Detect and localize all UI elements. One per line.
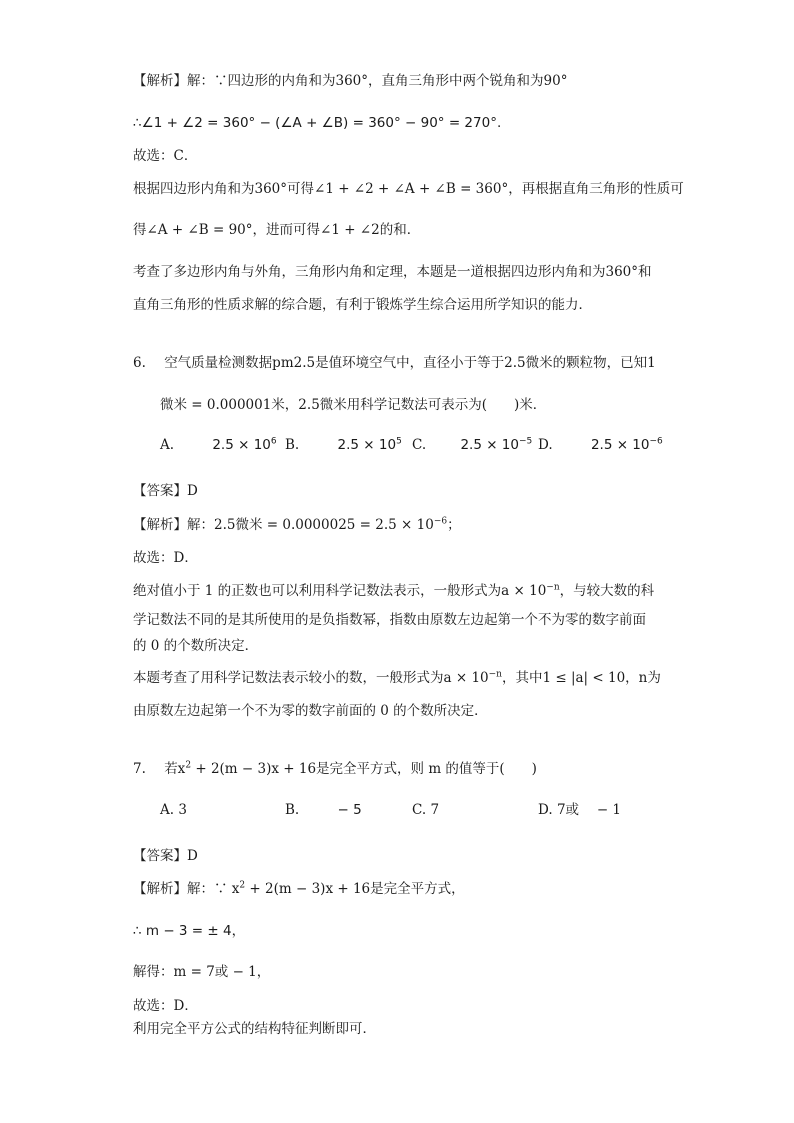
q6-option-a xyxy=(160,436,277,454)
explanation-line-1: 根据四边形内角和为360°可得∠1 + ∠2 + ∠A + ∠B = 360°，再根据直角三角形的性质可 xyxy=(133,181,684,197)
question-text: 空气质量检测数据pm2.5是值环境空气中，直径小于等于2.5微米的颗粒物，已知1 xyxy=(164,355,656,371)
q7-option-a: A. 3 xyxy=(160,802,187,818)
q7-option-c: C. 7 xyxy=(412,802,440,818)
q7-choose: 故选：D． xyxy=(133,998,198,1014)
summary-line-2: 直角三角形的性质求解的综合题，有利于锻炼学生综合运用所学知识的能力． xyxy=(133,297,592,313)
option-letter: A. xyxy=(160,437,175,453)
q6-explanation-1: 绝对值小于 1 的正数也可以利用科学记数法表示，一般形式为$a \times 10^{-n}$，与较大数的科 xyxy=(133,582,655,599)
option-letter: B. xyxy=(285,437,300,453)
explanation-line-2: 得∠A + ∠B = 90°，进而可得∠1 + ∠2的和． xyxy=(133,222,421,238)
q7-note: 利用完全平方公式的结构特征判断即可． xyxy=(133,1021,376,1037)
question-number: 6. xyxy=(133,355,146,371)
analysis-line-2: ∴∠1 + ∠2 = 360° − (∠A + ∠B) = 360° − 90° = 270°. xyxy=(133,115,502,131)
question-number: 7. xyxy=(133,761,146,777)
option-value: $2.5 \times 10^{-6}$ xyxy=(590,436,663,453)
q6-option-c xyxy=(412,436,532,454)
summary-line-1: 考查了多边形内角与外角，三角形内角和定理，本题是一道根据四边形内角和为360°和 xyxy=(133,264,652,280)
question-6-stem-2: 微米 = 0.000001米，2.5微米用科学记数法可表示为( )米． xyxy=(160,397,547,413)
q7-option-b: B. − 5 xyxy=(285,802,362,818)
question-text: 若$x^2 + 2(m - 3)x + 16$是完全平方式，则 m 的值等于( ) xyxy=(164,760,537,777)
question-6-stem-1 xyxy=(133,354,656,372)
q6-option-d xyxy=(538,436,663,454)
q6-summary-1: 本题考查了用科学记数法表示较小的数，一般形式为$a \times 10^{-n}$，其中1 ≤ |a| < 10，n为 xyxy=(133,669,661,686)
analysis-line-1: 【解析】解：∵四边形的内角和为360°，直角三角形中两个锐角和为90° xyxy=(133,73,568,89)
q6-explanation-2: 学记数法不同的是其所使用的是负指数幂，指数由原数左边起第一个不为零的数字前面 xyxy=(133,612,646,628)
q6-option-b xyxy=(285,436,402,454)
q6-choose: 故选：D． xyxy=(133,550,198,566)
q7-step-2: 解得：m = 7或 − 1， xyxy=(133,964,271,980)
option-letter: C. xyxy=(412,437,427,453)
choose-line: 故选：C． xyxy=(133,148,198,164)
q6-answer: 【答案】D xyxy=(133,483,198,499)
q7-step-1: ∴ m − 3 = ± 4， xyxy=(133,923,246,939)
q6-explanation-3: 的 0 的个数所决定． xyxy=(133,638,259,654)
q7-option-d: D. 7或 − 1 xyxy=(538,802,622,818)
q7-answer: 【答案】D xyxy=(133,848,198,864)
q6-summary-2: 由原数左边起第一个不为零的数字前面的 0 的个数所决定． xyxy=(133,703,488,719)
option-value: $2.5 \times 10^5$ xyxy=(337,436,402,453)
question-7-stem xyxy=(133,760,537,778)
q6-analysis: 【解析】解：2.5微米 = $0.0000025 = 2.5 \times 10^{-6}$； xyxy=(133,516,461,533)
option-value: $2.5 \times 10^6$ xyxy=(212,436,277,453)
option-value: $2.5 \times 10^{-5}$ xyxy=(460,436,533,453)
option-letter: D. xyxy=(538,437,553,453)
q7-analysis: 【解析】解：∵ $x^2 + 2(m - 3)x + 16$是完全平方式， xyxy=(133,880,465,897)
